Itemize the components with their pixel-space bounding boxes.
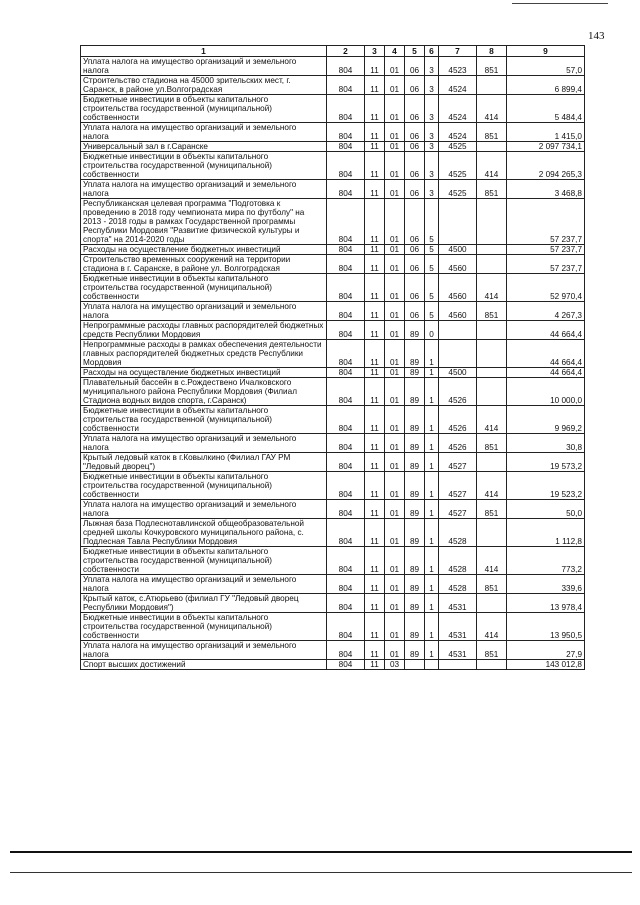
row-code-8: 414 xyxy=(477,547,507,575)
row-code-2: 804 xyxy=(327,368,365,378)
row-code-6: 0 xyxy=(425,321,439,340)
row-amount: 3 468,8 xyxy=(507,180,585,199)
row-name: Бюджетные инвестиции в объекты капитального строительства государственной (муниципальной) собственности xyxy=(81,406,327,434)
table-row xyxy=(81,142,585,152)
row-code-6: 1 xyxy=(425,453,439,472)
row-code-8: 414 xyxy=(477,274,507,302)
row-code-4: 01 xyxy=(385,613,405,641)
row-code-8 xyxy=(477,321,507,340)
table-row xyxy=(81,547,585,575)
table-row xyxy=(81,660,585,670)
row-amount: 4 267,3 xyxy=(507,302,585,321)
row-code-8 xyxy=(477,340,507,368)
row-code-4: 01 xyxy=(385,575,405,594)
row-code-2: 804 xyxy=(327,302,365,321)
row-code-7: 4525 xyxy=(439,142,477,152)
row-amount: 27,9 xyxy=(507,641,585,660)
row-name: Уплата налога на имущество организаций и земельного налога xyxy=(81,641,327,660)
row-code-7 xyxy=(439,321,477,340)
row-code-8 xyxy=(477,76,507,95)
row-code-3: 11 xyxy=(365,255,385,274)
row-name: Расходы на осуществление бюджетных инвестиций xyxy=(81,368,327,378)
row-amount: 1 415,0 xyxy=(507,123,585,142)
row-amount: 339,6 xyxy=(507,575,585,594)
row-code-2: 804 xyxy=(327,152,365,180)
row-name: Бюджетные инвестиции в объекты капитального строительства государственной (муниципальной) собственности xyxy=(81,274,327,302)
row-amount: 2 097 734,1 xyxy=(507,142,585,152)
row-code-8: 851 xyxy=(477,500,507,519)
row-code-3: 11 xyxy=(365,613,385,641)
row-amount: 57 237,7 xyxy=(507,255,585,274)
row-code-7: 4527 xyxy=(439,453,477,472)
row-name: Уплата налога на имущество организаций и земельного налога xyxy=(81,302,327,321)
row-amount: 143 012,8 xyxy=(507,660,585,670)
row-code-4: 01 xyxy=(385,406,405,434)
row-code-5: 06 xyxy=(405,152,425,180)
table-row xyxy=(81,255,585,274)
row-amount: 9 969,2 xyxy=(507,406,585,434)
row-code-2: 804 xyxy=(327,641,365,660)
row-code-8 xyxy=(477,199,507,245)
row-code-4: 01 xyxy=(385,434,405,453)
row-code-4: 03 xyxy=(385,660,405,670)
row-code-8 xyxy=(477,368,507,378)
row-amount: 50,0 xyxy=(507,500,585,519)
row-code-5: 06 xyxy=(405,302,425,321)
row-code-7: 4526 xyxy=(439,378,477,406)
table-row xyxy=(81,274,585,302)
row-code-6: 5 xyxy=(425,274,439,302)
row-code-4: 01 xyxy=(385,123,405,142)
row-code-3: 11 xyxy=(365,594,385,613)
column-header-9: 9 xyxy=(507,46,585,57)
row-code-2: 804 xyxy=(327,180,365,199)
column-header-6: 6 xyxy=(425,46,439,57)
row-code-3: 11 xyxy=(365,472,385,500)
row-code-3: 11 xyxy=(365,340,385,368)
row-code-3: 11 xyxy=(365,76,385,95)
row-code-8 xyxy=(477,142,507,152)
row-code-2: 804 xyxy=(327,378,365,406)
row-code-4: 01 xyxy=(385,547,405,575)
table-row xyxy=(81,434,585,453)
row-code-3: 11 xyxy=(365,152,385,180)
row-amount: 13 978,4 xyxy=(507,594,585,613)
table-row xyxy=(81,641,585,660)
row-code-5: 89 xyxy=(405,519,425,547)
row-name: Крытый ледовый каток в г.Ковылкино (Филиал ГАУ РМ "Ледовый дворец") xyxy=(81,453,327,472)
row-code-4: 01 xyxy=(385,76,405,95)
row-code-3: 11 xyxy=(365,547,385,575)
row-code-6: 1 xyxy=(425,340,439,368)
row-code-5: 06 xyxy=(405,76,425,95)
row-code-6: 1 xyxy=(425,434,439,453)
row-code-7: 4524 xyxy=(439,76,477,95)
row-code-2: 804 xyxy=(327,472,365,500)
row-code-8 xyxy=(477,453,507,472)
row-code-4: 01 xyxy=(385,180,405,199)
row-code-5: 89 xyxy=(405,378,425,406)
row-code-8: 851 xyxy=(477,575,507,594)
row-code-8 xyxy=(477,378,507,406)
row-code-5: 89 xyxy=(405,406,425,434)
row-code-6 xyxy=(425,660,439,670)
row-name: Уплата налога на имущество организаций и земельного налога xyxy=(81,434,327,453)
row-name: Уплата налога на имущество организаций и земельного налога xyxy=(81,180,327,199)
row-code-5: 89 xyxy=(405,500,425,519)
row-code-7: 4524 xyxy=(439,123,477,142)
row-code-3: 11 xyxy=(365,57,385,76)
row-name: Непрограммные расходы в рамках обеспечения деятельности главных распорядителей бюджетных средств Республики Мордовия xyxy=(81,340,327,368)
table-row xyxy=(81,245,585,255)
row-code-8: 851 xyxy=(477,57,507,76)
row-code-7: 4527 xyxy=(439,472,477,500)
row-name: Бюджетные инвестиции в объекты капитального строительства государственной (муниципальной) собственности xyxy=(81,152,327,180)
row-code-3: 11 xyxy=(365,500,385,519)
bottom-rule-thin xyxy=(10,872,632,873)
row-code-4: 01 xyxy=(385,95,405,123)
page-number: 143 xyxy=(588,30,605,42)
row-code-3: 11 xyxy=(365,245,385,255)
row-code-7: 4525 xyxy=(439,180,477,199)
row-code-2: 804 xyxy=(327,255,365,274)
table-row xyxy=(81,76,585,95)
table-row xyxy=(81,575,585,594)
row-code-5: 06 xyxy=(405,57,425,76)
row-name: Крытый каток, с.Атюрьево (филиал ГУ "Ледовый дворец Республики Мордовия") xyxy=(81,594,327,613)
row-code-2: 804 xyxy=(327,76,365,95)
column-header-3: 3 xyxy=(365,46,385,57)
row-code-6: 1 xyxy=(425,613,439,641)
column-header-1: 1 xyxy=(81,46,327,57)
row-name: Уплата налога на имущество организаций и земельного налога xyxy=(81,57,327,76)
row-code-8: 414 xyxy=(477,472,507,500)
row-code-3: 11 xyxy=(365,321,385,340)
row-code-3: 11 xyxy=(365,180,385,199)
column-header-8: 8 xyxy=(477,46,507,57)
row-name: Непрограммные расходы главных распорядителей бюджетных средств Республики Мордовия xyxy=(81,321,327,340)
row-code-8 xyxy=(477,245,507,255)
row-code-2: 804 xyxy=(327,547,365,575)
row-code-6: 5 xyxy=(425,302,439,321)
row-code-7: 4525 xyxy=(439,152,477,180)
table-row xyxy=(81,95,585,123)
row-code-6: 3 xyxy=(425,57,439,76)
row-code-5: 89 xyxy=(405,613,425,641)
row-code-2: 804 xyxy=(327,519,365,547)
row-code-8: 851 xyxy=(477,302,507,321)
row-amount: 57 237,7 xyxy=(507,199,585,245)
row-code-5: 06 xyxy=(405,95,425,123)
row-code-4: 01 xyxy=(385,199,405,245)
row-code-5: 06 xyxy=(405,123,425,142)
row-amount: 5 484,4 xyxy=(507,95,585,123)
row-code-5: 89 xyxy=(405,434,425,453)
row-code-7: 4500 xyxy=(439,368,477,378)
row-code-6: 3 xyxy=(425,142,439,152)
row-code-3: 11 xyxy=(365,575,385,594)
row-code-3: 11 xyxy=(365,274,385,302)
row-code-5: 89 xyxy=(405,472,425,500)
row-code-7: 4531 xyxy=(439,594,477,613)
header-row xyxy=(81,46,585,57)
row-amount: 44 664,4 xyxy=(507,340,585,368)
row-code-7: 4560 xyxy=(439,274,477,302)
row-code-4: 01 xyxy=(385,519,405,547)
row-name: Бюджетные инвестиции в объекты капитального строительства государственной (муниципальной) собственности xyxy=(81,95,327,123)
row-code-8 xyxy=(477,255,507,274)
row-code-6: 1 xyxy=(425,641,439,660)
row-code-6: 1 xyxy=(425,472,439,500)
table-row xyxy=(81,180,585,199)
row-code-6: 3 xyxy=(425,95,439,123)
row-name: Уплата налога на имущество организаций и земельного налога xyxy=(81,500,327,519)
row-code-6: 3 xyxy=(425,123,439,142)
row-code-7: 4560 xyxy=(439,255,477,274)
row-code-3: 11 xyxy=(365,453,385,472)
row-code-5: 06 xyxy=(405,180,425,199)
row-code-6: 5 xyxy=(425,255,439,274)
row-code-8: 414 xyxy=(477,613,507,641)
column-header-5: 5 xyxy=(405,46,425,57)
table-body xyxy=(81,57,585,670)
bottom-rule xyxy=(10,851,632,853)
table-row xyxy=(81,368,585,378)
row-code-6: 1 xyxy=(425,547,439,575)
row-code-4: 01 xyxy=(385,453,405,472)
row-code-2: 804 xyxy=(327,57,365,76)
row-code-4: 01 xyxy=(385,594,405,613)
row-code-7: 4528 xyxy=(439,547,477,575)
row-code-4: 01 xyxy=(385,641,405,660)
row-code-7: 4526 xyxy=(439,406,477,434)
row-code-5: 89 xyxy=(405,321,425,340)
row-code-5: 89 xyxy=(405,575,425,594)
row-code-5: 06 xyxy=(405,255,425,274)
row-code-2: 804 xyxy=(327,274,365,302)
row-code-3: 11 xyxy=(365,368,385,378)
column-header-4: 4 xyxy=(385,46,405,57)
row-code-7: 4560 xyxy=(439,302,477,321)
row-code-8: 851 xyxy=(477,641,507,660)
row-name: Спорт высших достижений xyxy=(81,660,327,670)
row-code-2: 804 xyxy=(327,453,365,472)
row-code-4: 01 xyxy=(385,274,405,302)
row-amount: 57 237,7 xyxy=(507,245,585,255)
row-code-2: 804 xyxy=(327,434,365,453)
row-code-2: 804 xyxy=(327,95,365,123)
row-code-6: 1 xyxy=(425,378,439,406)
row-code-4: 01 xyxy=(385,152,405,180)
row-code-7 xyxy=(439,199,477,245)
row-code-4: 01 xyxy=(385,302,405,321)
row-name: Строительство стадиона на 45000 зрительских мест, г. Саранск, в районе ул.Волгоградская xyxy=(81,76,327,95)
row-code-3: 11 xyxy=(365,199,385,245)
row-amount: 30,8 xyxy=(507,434,585,453)
row-amount: 44 664,4 xyxy=(507,368,585,378)
row-code-2: 804 xyxy=(327,199,365,245)
row-code-5: 89 xyxy=(405,368,425,378)
row-amount: 44 664,4 xyxy=(507,321,585,340)
row-code-2: 804 xyxy=(327,500,365,519)
row-code-6: 1 xyxy=(425,406,439,434)
row-code-6: 3 xyxy=(425,180,439,199)
row-code-6: 1 xyxy=(425,500,439,519)
table-row xyxy=(81,519,585,547)
row-name: Бюджетные инвестиции в объекты капитального строительства государственной (муниципальной) собственности xyxy=(81,472,327,500)
row-code-8 xyxy=(477,660,507,670)
row-name: Строительство временных сооружений на территории стадиона в г. Саранске, в районе ул. Волгоградская xyxy=(81,255,327,274)
row-name: Бюджетные инвестиции в объекты капитального строительства государственной (муниципальной) собственности xyxy=(81,613,327,641)
row-code-3: 11 xyxy=(365,406,385,434)
row-code-5: 06 xyxy=(405,245,425,255)
row-code-2: 804 xyxy=(327,660,365,670)
row-name: Уплата налога на имущество организаций и земельного налога xyxy=(81,123,327,142)
row-code-8 xyxy=(477,519,507,547)
row-code-4: 01 xyxy=(385,368,405,378)
row-code-5: 89 xyxy=(405,641,425,660)
row-code-5: 89 xyxy=(405,340,425,368)
row-code-5: 06 xyxy=(405,142,425,152)
row-code-2: 804 xyxy=(327,575,365,594)
table-row xyxy=(81,613,585,641)
row-code-6: 1 xyxy=(425,575,439,594)
row-code-7: 4500 xyxy=(439,245,477,255)
row-code-6: 1 xyxy=(425,594,439,613)
row-code-7: 4523 xyxy=(439,57,477,76)
row-code-7: 4528 xyxy=(439,575,477,594)
row-name: Республиканская целевая программа "Подготовка к проведению в 2018 году чемпионата мира по футболу" на 2013 - 2018 годы в рамках Государственной программы Республики Мордовия "Развитие физической культуры и спорта" на 2014-2020 годы xyxy=(81,199,327,245)
row-code-2: 804 xyxy=(327,245,365,255)
row-code-6: 3 xyxy=(425,76,439,95)
row-code-3: 11 xyxy=(365,302,385,321)
row-name: Расходы на осуществление бюджетных инвестиций xyxy=(81,245,327,255)
row-code-3: 11 xyxy=(365,641,385,660)
table-row xyxy=(81,472,585,500)
row-code-7: 4524 xyxy=(439,95,477,123)
row-code-7: 4531 xyxy=(439,641,477,660)
row-code-3: 11 xyxy=(365,660,385,670)
row-code-8: 851 xyxy=(477,180,507,199)
row-name: Уплата налога на имущество организаций и земельного налога xyxy=(81,575,327,594)
row-code-3: 11 xyxy=(365,519,385,547)
row-code-2: 804 xyxy=(327,340,365,368)
row-code-5 xyxy=(405,660,425,670)
row-name: Бюджетные инвестиции в объекты капитального строительства государственной (муниципальной) собственности xyxy=(81,547,327,575)
row-code-5: 89 xyxy=(405,453,425,472)
row-code-7 xyxy=(439,340,477,368)
column-header-2: 2 xyxy=(327,46,365,57)
table-row xyxy=(81,340,585,368)
row-code-4: 01 xyxy=(385,57,405,76)
row-code-6: 1 xyxy=(425,519,439,547)
row-code-4: 01 xyxy=(385,255,405,274)
row-code-4: 01 xyxy=(385,378,405,406)
row-code-2: 804 xyxy=(327,594,365,613)
row-code-6: 1 xyxy=(425,368,439,378)
row-amount: 19 523,2 xyxy=(507,472,585,500)
row-name: Плавательный бассейн в с.Рождествено Ичалковского муниципального района Республики Мордовия (Филиал Стадиона водных видов спорта, г.Саранск) xyxy=(81,378,327,406)
table-row xyxy=(81,594,585,613)
table-row xyxy=(81,123,585,142)
row-code-2: 804 xyxy=(327,613,365,641)
row-amount: 6 899,4 xyxy=(507,76,585,95)
row-amount: 773,2 xyxy=(507,547,585,575)
row-code-3: 11 xyxy=(365,95,385,123)
table-row xyxy=(81,199,585,245)
row-code-8: 851 xyxy=(477,434,507,453)
row-code-6: 5 xyxy=(425,199,439,245)
row-amount: 10 000,0 xyxy=(507,378,585,406)
row-code-4: 01 xyxy=(385,142,405,152)
row-code-7: 4526 xyxy=(439,434,477,453)
top-rule xyxy=(512,3,608,4)
table-row xyxy=(81,321,585,340)
table-row xyxy=(81,378,585,406)
row-code-3: 11 xyxy=(365,123,385,142)
row-code-2: 804 xyxy=(327,142,365,152)
table-row xyxy=(81,406,585,434)
row-code-6: 5 xyxy=(425,245,439,255)
row-code-2: 804 xyxy=(327,123,365,142)
row-amount: 52 970,4 xyxy=(507,274,585,302)
row-code-5: 89 xyxy=(405,547,425,575)
row-code-7: 4531 xyxy=(439,613,477,641)
row-name: Лыжная база Подлеснотавлинской общеобразовательной средней школы Кочкуровского муниципального района, с. Подлесная Тавла Республики Мордовия xyxy=(81,519,327,547)
row-code-8: 414 xyxy=(477,406,507,434)
row-amount: 19 573,2 xyxy=(507,453,585,472)
row-code-7: 4528 xyxy=(439,519,477,547)
row-code-8: 851 xyxy=(477,123,507,142)
row-code-2: 804 xyxy=(327,406,365,434)
row-amount: 1 112,8 xyxy=(507,519,585,547)
row-code-8: 414 xyxy=(477,152,507,180)
row-code-3: 11 xyxy=(365,378,385,406)
table-row xyxy=(81,152,585,180)
row-code-4: 01 xyxy=(385,472,405,500)
row-code-3: 11 xyxy=(365,434,385,453)
row-code-3: 11 xyxy=(365,142,385,152)
column-header-7: 7 xyxy=(439,46,477,57)
table-row xyxy=(81,500,585,519)
row-code-2: 804 xyxy=(327,321,365,340)
row-code-7: 4527 xyxy=(439,500,477,519)
table-row xyxy=(81,57,585,76)
row-amount: 57,0 xyxy=(507,57,585,76)
budget-table xyxy=(80,45,585,670)
row-amount: 13 950,5 xyxy=(507,613,585,641)
row-code-5: 06 xyxy=(405,199,425,245)
table-row xyxy=(81,453,585,472)
table-row xyxy=(81,302,585,321)
row-code-8: 414 xyxy=(477,95,507,123)
row-code-8 xyxy=(477,594,507,613)
row-code-5: 89 xyxy=(405,594,425,613)
row-name: Универсальный зал в г.Саранске xyxy=(81,142,327,152)
row-code-5: 06 xyxy=(405,274,425,302)
row-code-6: 3 xyxy=(425,152,439,180)
row-code-4: 01 xyxy=(385,321,405,340)
row-amount: 2 094 265,3 xyxy=(507,152,585,180)
row-code-7 xyxy=(439,660,477,670)
row-code-4: 01 xyxy=(385,245,405,255)
row-code-4: 01 xyxy=(385,340,405,368)
row-code-4: 01 xyxy=(385,500,405,519)
